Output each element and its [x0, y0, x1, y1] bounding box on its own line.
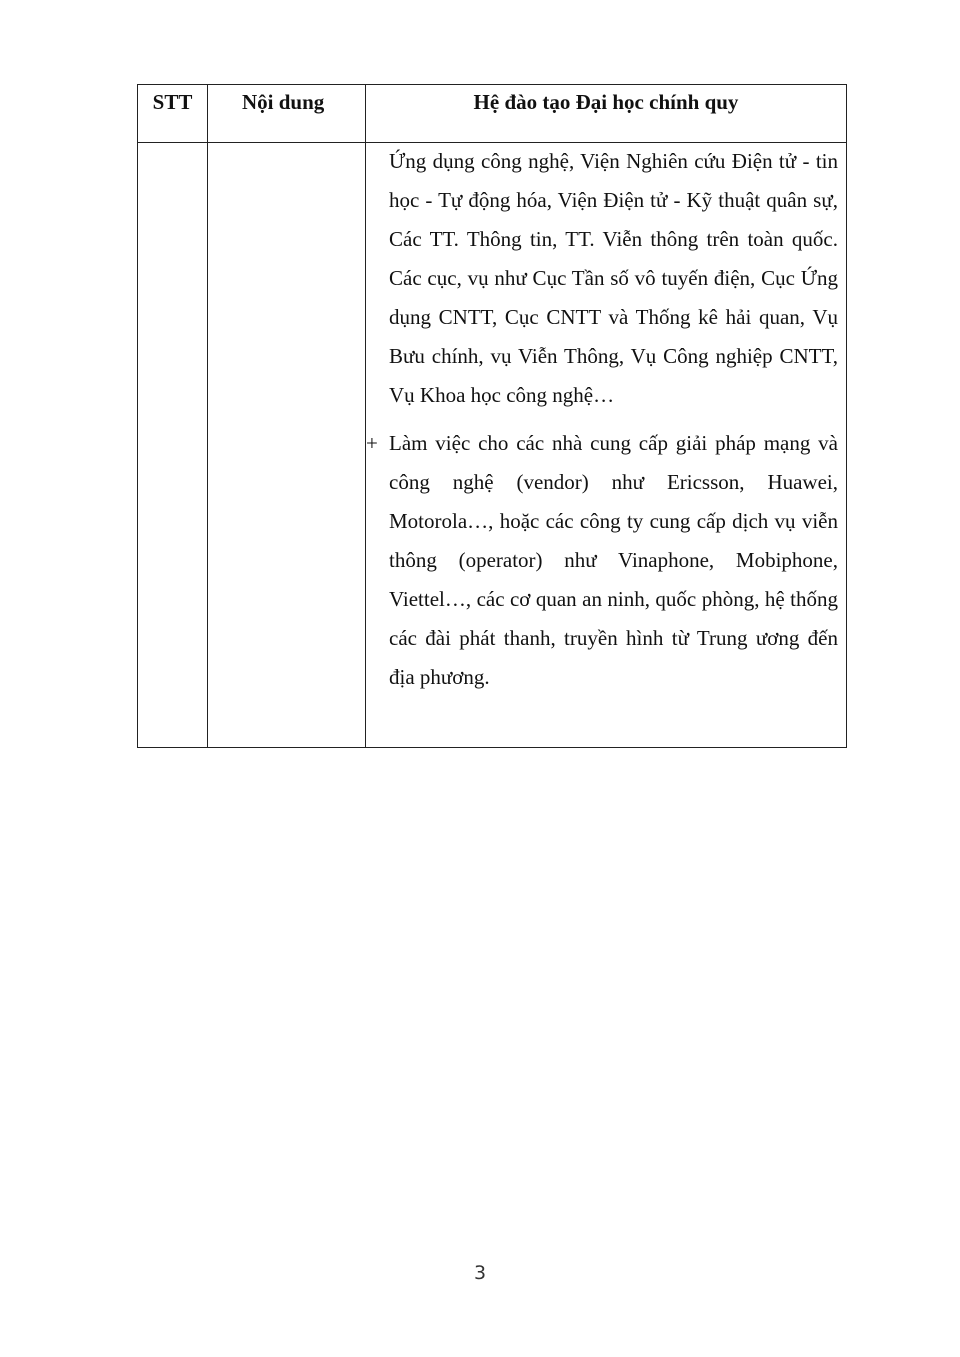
header-program: Hệ đào tạo Đại học chính quy	[366, 85, 847, 143]
program-bullet-item	[366, 424, 846, 697]
program-paragraph-2: Làm việc cho các nhà cung cấp giải pháp mạng và công nghệ (vendor) như Ericsson, Huawei, Motorola…, hoặc các công ty cung cấp dịch vụ viễn thông (operator) như Vinaphone, Mobiphone, Viettel…, các cơ quan an ninh, quốc phòng, hệ thống các đài phát thanh, truyền hình từ Trung ương đến địa phương.	[389, 431, 838, 689]
cell-stt	[138, 143, 208, 748]
header-content: Nội dung	[208, 85, 366, 143]
program-table	[137, 84, 847, 748]
cell-program	[366, 143, 847, 748]
table-header-row	[138, 85, 847, 143]
program-paragraph-1: Ứng dụng công nghệ, Viện Nghiên cứu Điện tử - tin học - Tự động hóa, Viện Điện tử - Kỹ thuật quân sự, Các TT. Thông tin, TT. Viễn thông trên toàn quốc. Các cục, vụ như Cục Tần số vô tuyến điện, Cục Ứng dụng CNTT, Cục CNTT và Thống kê hải quan, Vụ Bưu chính, vụ Viễn Thông, Vụ Công nghiệp CNTT, Vụ Khoa học công nghệ…	[389, 149, 838, 407]
table-row	[138, 143, 847, 748]
cell-content	[208, 143, 366, 748]
header-stt: STT	[138, 85, 208, 143]
plus-bullet-icon: +	[366, 431, 378, 455]
page-number: 3	[473, 1262, 487, 1284]
